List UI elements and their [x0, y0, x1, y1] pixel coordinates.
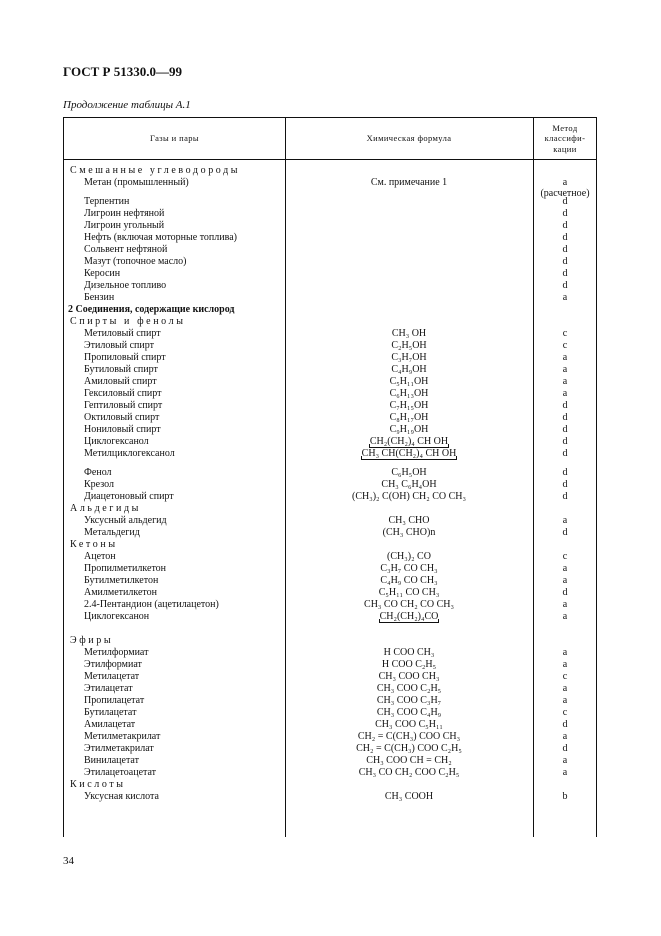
- substance-name: Пропилацетат: [84, 695, 145, 706]
- table-row: [64, 376, 596, 388]
- chemical-formula: CH₂ = C(CH₃) COO C₂H₅: [356, 743, 462, 754]
- table-row: [64, 177, 596, 199]
- table-row: [64, 479, 596, 491]
- gas-classification-table: [63, 117, 597, 837]
- table-row: [64, 244, 596, 256]
- classification-method: c: [562, 340, 568, 351]
- classification-method: b: [562, 791, 568, 802]
- table-row: [64, 364, 596, 376]
- substance-name: Метилацетат: [84, 671, 140, 682]
- table-row: [64, 755, 596, 767]
- substance-name: Бензин: [84, 292, 115, 303]
- substance-name: Амилацетат: [84, 719, 136, 730]
- table-row: [64, 743, 596, 755]
- table-row: [64, 424, 596, 436]
- chemical-formula: (CH₃)₂ CO: [387, 551, 431, 562]
- classification-method: a: [562, 364, 568, 375]
- table-row: [64, 340, 596, 352]
- classification-method: a: [562, 731, 568, 742]
- table-row: [64, 647, 596, 659]
- table-row: [64, 232, 596, 244]
- classification-method: d: [562, 527, 568, 538]
- table-row: [64, 208, 596, 220]
- substance-name: Нефть (включая моторные топлива): [84, 232, 237, 243]
- substance-name: Мазут (топочное масло): [84, 256, 187, 267]
- classification-method: c: [562, 328, 568, 339]
- substance-name: Крезол: [84, 479, 114, 490]
- substance-name: Лигроин угольный: [84, 220, 165, 231]
- chemical-formula: (CH₃ CHO)n: [382, 527, 436, 538]
- table-row: [64, 256, 596, 268]
- chemical-formula: CH₃ CO CH₂ COO C₂H₅: [358, 767, 460, 778]
- classification-method: d: [562, 479, 568, 490]
- method-value: a: [562, 177, 568, 188]
- table-row: [64, 599, 596, 611]
- substance-name: Метан (промышленный): [84, 177, 189, 188]
- substance-name: Керосин: [84, 268, 121, 279]
- substance-name: Метилметакрилат: [84, 731, 161, 742]
- substance-name: Ацетон: [84, 551, 116, 562]
- ring-formula: CH₃ CH(CH₂)₄ CH OH: [361, 448, 457, 459]
- header-divider: [64, 159, 596, 160]
- table-row: [64, 659, 596, 671]
- chemical-formula: C₂H₅OH: [391, 340, 427, 351]
- classification-method: d: [562, 491, 568, 502]
- chemical-formula: C₈H₁₇OH: [389, 412, 429, 423]
- chemical-formula: [285, 448, 533, 460]
- chemical-formula: H COO C₂H₅: [381, 659, 437, 670]
- table-row: [64, 503, 596, 515]
- classification-method: d: [562, 208, 568, 219]
- substance-name: Терпентин: [84, 196, 130, 207]
- chemical-formula: CH₃ COO C₅H₁₁: [375, 719, 443, 730]
- substance-name: Этилметакрилат: [84, 743, 154, 754]
- classification-method: d: [562, 232, 568, 243]
- classification-method: c: [562, 707, 568, 718]
- table-row: [64, 491, 596, 503]
- substance-name: Амилметилкетон: [84, 587, 158, 598]
- chemical-formula: C₇H₁₅OH: [389, 400, 429, 411]
- table-row: [64, 707, 596, 719]
- substance-name: Метилформиат: [84, 647, 149, 658]
- chemical-formula: [285, 436, 533, 448]
- table-row: [64, 165, 596, 177]
- section-heading: Эфиры: [70, 635, 114, 646]
- substance-name: Метальдегид: [84, 527, 140, 538]
- classification-method: a: [562, 695, 568, 706]
- chemical-formula: CH₂ = C(CH₃) COO CH₃: [357, 731, 461, 742]
- section-heading: Смешанные углеводороды: [70, 165, 241, 176]
- page-number: 34: [63, 855, 74, 867]
- table-row: [64, 767, 596, 779]
- table-row: [64, 791, 596, 803]
- table-body: [64, 165, 596, 803]
- substance-name: Этиловый спирт: [84, 340, 154, 351]
- table-continuation-caption: Продолжение таблицы А.1: [63, 99, 191, 111]
- classification-method: d: [562, 268, 568, 279]
- classification-method: a: [562, 767, 568, 778]
- chemical-formula: CH₃ COO CH = CH₂: [366, 755, 452, 766]
- chemical-formula: C₃H₇OH: [391, 352, 427, 363]
- chemical-formula: C₅H₁₁ CO CH₃: [378, 587, 440, 598]
- classification-method: a: [562, 388, 568, 399]
- classification-method: a: [562, 352, 568, 363]
- substance-name: Лигроин нефтяной: [84, 208, 165, 219]
- table-row: [64, 527, 596, 539]
- substance-name: Циклогексанол: [84, 436, 149, 447]
- table-row: [64, 316, 596, 328]
- table-row: [64, 467, 596, 479]
- table-row: [64, 611, 596, 623]
- chemical-formula: См. примечание 1: [370, 177, 448, 188]
- chemical-formula: C₉H₁₉OH: [389, 424, 429, 435]
- substance-name: 2.4-Пентандион (ацетилацетон): [84, 599, 219, 610]
- substance-name: Фенол: [84, 467, 112, 478]
- table-row: [64, 551, 596, 563]
- classification-method: d: [562, 467, 568, 478]
- chemical-formula: (CH₃)₂ C(OH) CH₂ CO CH₃: [352, 491, 466, 502]
- header-formula: Химическая формула: [366, 133, 452, 144]
- classification-method: a: [562, 376, 568, 387]
- chemical-formula: CH₃ CO CH₂ CO CH₃: [364, 599, 454, 610]
- table-row: [64, 779, 596, 791]
- table-row: [64, 388, 596, 400]
- table-row: [64, 623, 596, 635]
- substance-name: Гептиловый спирт: [84, 400, 163, 411]
- table-row: [64, 539, 596, 551]
- substance-name: Пропилметилкетон: [84, 563, 167, 574]
- classification-method: a: [562, 647, 568, 658]
- table-row: [64, 304, 596, 316]
- table-row: [64, 220, 596, 232]
- classification-method: d: [562, 244, 568, 255]
- substance-name: Дизельное топливо: [84, 280, 167, 291]
- chemical-formula: CH₃ COO C₄H₉: [376, 707, 442, 718]
- substance-name: Метилциклогексанол: [84, 448, 175, 459]
- chemical-formula: [285, 611, 533, 623]
- substance-name: Пропиловый спирт: [84, 352, 166, 363]
- table-row: [64, 436, 596, 448]
- table-row: [64, 731, 596, 743]
- substance-name: Бутилметилкетон: [84, 575, 159, 586]
- chemical-formula: C₄H₉OH: [391, 364, 427, 375]
- chemical-formula: CH₃ COO C₂H₅: [376, 683, 442, 694]
- chemical-formula: H COO CH₃: [383, 647, 435, 658]
- substance-name: Метиловый спирт: [84, 328, 161, 339]
- classification-method: d: [562, 743, 568, 754]
- table-row: [64, 587, 596, 599]
- chemical-formula: CH₃ COO CH₃: [378, 671, 440, 682]
- chemical-formula: C₅H₁₁OH: [389, 376, 429, 387]
- header-gases: Газы и пары: [149, 133, 200, 144]
- header-method: [533, 118, 597, 159]
- header-method-line: Метод: [552, 122, 578, 133]
- chemical-formula: C₄H₉ CO CH₃: [380, 575, 438, 586]
- table-row: [64, 635, 596, 647]
- chemical-formula: CH₃ C₆H₄OH: [381, 479, 437, 490]
- classification-method: c: [562, 671, 568, 682]
- classification-method: a: [562, 575, 568, 586]
- substance-name: Этилформиат: [84, 659, 142, 670]
- table-row: [64, 448, 596, 467]
- classification-method: a: [562, 659, 568, 670]
- chemical-formula: CH₃ COO C₃H₇: [376, 695, 442, 706]
- classification-method: d: [562, 587, 568, 598]
- table-row: [64, 575, 596, 587]
- classification-method: d: [562, 280, 568, 291]
- section-heading: Кетоны: [70, 539, 118, 550]
- table-row: [64, 515, 596, 527]
- substance-name: Циклогексанон: [84, 611, 150, 622]
- ring-formula: CH₂(CH₂)₄ CH OH: [369, 436, 449, 447]
- table-row: [64, 328, 596, 340]
- substance-name: Амиловый спирт: [84, 376, 157, 387]
- substance-name: Октиловый спирт: [84, 412, 160, 423]
- substance-name: Нониловый спирт: [84, 424, 161, 435]
- classification-method: a: [562, 599, 568, 610]
- header-method-line: классифи-: [544, 133, 586, 144]
- classification-method: d: [562, 719, 568, 730]
- classification-method: d: [562, 412, 568, 423]
- table-row: [64, 268, 596, 280]
- table-row: [64, 292, 596, 304]
- classification-method: a: [562, 292, 568, 303]
- substance-name: Бутилацетат: [84, 707, 137, 718]
- chemical-formula: C₆H₁₃OH: [389, 388, 429, 399]
- substance-name: Уксусный альдегид: [84, 515, 167, 526]
- substance-name: Уксусная кислота: [84, 791, 159, 802]
- classification-method: a: [562, 563, 568, 574]
- table-row: [64, 563, 596, 575]
- section-heading: Спирты и фенолы: [70, 316, 186, 327]
- chemical-formula: CH₃ COOH: [384, 791, 434, 802]
- classification-method: d: [562, 220, 568, 231]
- table-row: [64, 280, 596, 292]
- classification-method: d: [562, 424, 568, 435]
- section-heading: Кислоты: [70, 779, 126, 790]
- classification-method: d: [562, 400, 568, 411]
- document-code: ГОСТ Р 51330.0—99: [63, 64, 182, 79]
- substance-name: Этилацетоацетат: [84, 767, 157, 778]
- table-row: [64, 352, 596, 364]
- substance-name: Диацетоновый спирт: [84, 491, 174, 502]
- chemical-formula: C₆H₅OH: [391, 467, 427, 478]
- classification-method: a: [562, 611, 568, 622]
- classification-method: d: [562, 196, 568, 207]
- table-row: [64, 400, 596, 412]
- chemical-formula: CH₃ OH: [391, 328, 427, 339]
- classification-method: a: [562, 515, 568, 526]
- substance-name: Сольвент нефтяной: [84, 244, 168, 255]
- chemical-formula: CH₃ CHO: [388, 515, 430, 526]
- substance-name: Этилацетат: [84, 683, 133, 694]
- table-row: [64, 412, 596, 424]
- section-heading: 2 Соединения, содержащие кислород: [68, 304, 235, 315]
- classification-method: a: [562, 755, 568, 766]
- table-row: [64, 683, 596, 695]
- substance-name: Винилацетат: [84, 755, 139, 766]
- substance-name: Гексиловый спирт: [84, 388, 162, 399]
- classification-method: d: [562, 256, 568, 267]
- table-row: [64, 671, 596, 683]
- header-method-line: кации: [553, 143, 577, 154]
- table-row: [64, 196, 596, 208]
- substance-name: Бутиловый спирт: [84, 364, 158, 375]
- section-heading: Альдегиды: [70, 503, 141, 514]
- table-row: [64, 719, 596, 731]
- classification-method: d: [562, 448, 568, 459]
- classification-method: c: [562, 551, 568, 562]
- classification-method: a: [562, 683, 568, 694]
- ring-formula: CH₂(CH₂)₄CO: [379, 611, 439, 622]
- table-row: [64, 695, 596, 707]
- chemical-formula: C₃H₇ CO CH₃: [380, 563, 438, 574]
- method-note: (расчетное): [540, 188, 590, 199]
- classification-method: d: [562, 436, 568, 447]
